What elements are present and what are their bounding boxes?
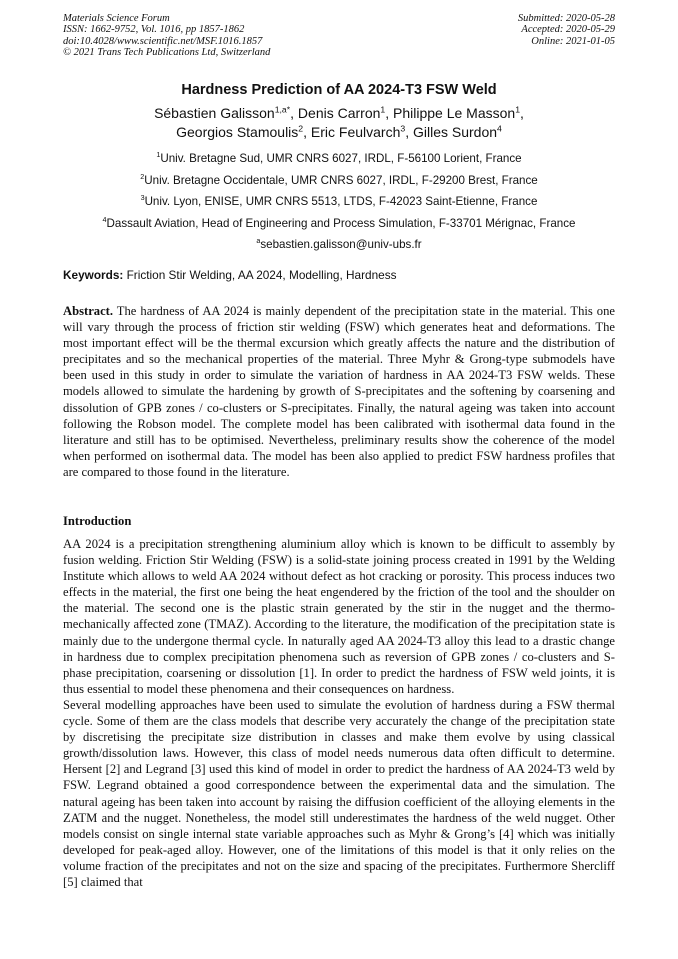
- author-affiliation-mark: 3: [400, 123, 406, 134]
- affiliation-text: Univ. Bretagne Sud, UMR CNRS 6027, IRDL, F-56100 Lorient, France: [160, 152, 522, 165]
- section-heading-introduction: Introduction: [63, 514, 132, 528]
- journal-name: Materials Science Forum: [63, 13, 170, 24]
- author-line-1: Sébastien Galisson$^{1,a*}$, Denis Carron$^1$, Philippe Le Masson$^1$,: [154, 104, 524, 121]
- affiliation-mark: 2: [140, 171, 145, 181]
- affiliation-mark: 3: [140, 193, 145, 203]
- submission-dates: [518, 13, 615, 47]
- corresponding-email[interactable]: [0, 234, 678, 256]
- doi-line[interactable]: doi:10.4028/www.scientific.net/MSF.1016.1857: [63, 35, 263, 47]
- affiliation-mark: 4: [102, 214, 107, 224]
- online-date: Online: 2021-01-05: [531, 35, 615, 47]
- author-affiliation-mark: 2: [298, 123, 304, 134]
- paragraph: AA 2024 is a precipitation strengthening aluminium alloy which is known to be difficult to assembly by fusion welding. Friction Stir Welding (FSW) is a solid-state joining process created in 1991 by the Welding Institute which allows to weld AA 2024 without defect as hot cracking or porosity. This process induces two effects in the material, the first one being the heat engendered by the friction of the tool and the shoulder on the material. The second one is the plastic strain generated by the stir in the nugget and the thermo-mechanically affected zone (TMAZ). According to the literature, the modification of the precipitation state is mainly due to the undergone thermal cycle. In naturally aged AA 2024-T3 alloy this lead to a drastic change in hardness due to complex precipitation phenomena such as reversion of GPB zones / co-clusters and S-phase precipitation, coarsening or dissolution [1]. In order to predict the hardness of FSW weld joints, it is thus essential to model these phenomena and their consequences on hardness.: [63, 537, 615, 696]
- issn-line: ISSN: 1662-9752, Vol. 1016, pp 1857-1862: [63, 24, 245, 36]
- introduction-body: [63, 536, 615, 890]
- affiliation-2: [0, 170, 678, 192]
- submitted-date: Submitted: 2020-05-28: [517, 13, 615, 24]
- affiliation-text: Dassault Aviation, Head of Engineering and Process Simulation, F-33701 Mérignac, France: [106, 216, 576, 230]
- abstract-label: Abstract.: [63, 304, 114, 318]
- email-text[interactable]: sebastien.galisson@univ-ubs.fr: [260, 238, 422, 251]
- author-name: Denis Carron: [297, 105, 381, 121]
- affiliation-text: Univ. Bretagne Occidentale, UMR CNRS 6027, IRDL, F-29200 Brest, France: [144, 173, 538, 187]
- keywords-text: Friction Stir Welding, AA 2024, Modelling, Hardness: [123, 268, 397, 282]
- abstract: [63, 303, 615, 480]
- author-name: Georgios Stamoulis: [176, 124, 299, 140]
- author-name: Sébastien Galisson: [154, 105, 275, 121]
- abstract-text: The hardness of AA 2024 is mainly dependent of the precipitation state in the material. This one will vary through the process of friction stir welding (FSW) which generates heat and deformations. The most important effect will be the thermal excursion which greatly affects the nature and the distribution of precipitates and so the mechanical properties of the material. Three Myhr & Grong-type submodels have been used in this study in order to simulate the variation of hardness in AA 2024-T3 FSW welds. These models allowed to simulate the hardening by growth of S-precipitates and the softening by coarsening and dissolution of GPB zones / co-clusters or S-precipitates. Finally, the natural ageing was taken into account following the Robson model. The complete model has been calibrated with isothermal data found in the literature and still has to be optimised. Nevertheless, preliminary results show the coherence of the model when performed on isothermal data. The model has been also applied to predict FSW hardness profiles that are compared to those found in the literature.: [63, 304, 615, 479]
- author-line-2: Georgios Stamoulis$^2$, Eric Feulvarch$^3$, Gilles Surdon$^4$: [176, 123, 502, 140]
- affiliation-4: [0, 213, 678, 235]
- keywords-label: Keywords:: [63, 268, 124, 282]
- author-affiliation-mark: 4: [497, 123, 502, 134]
- affiliation-text: Univ. Lyon, ENISE, UMR CNRS 5513, LTDS, F-42023 Saint-Etienne, France: [144, 195, 538, 208]
- author-name: Eric Feulvarch: [310, 124, 401, 140]
- accepted-date: Accepted: 2020-05-29: [521, 24, 615, 36]
- email-mark: a: [256, 236, 261, 246]
- affiliations: [0, 148, 678, 256]
- affiliation-3: [0, 191, 678, 213]
- author-affiliation-mark: 1: [380, 104, 386, 115]
- copyright-line: © 2021 Trans Tech Publications Ltd, Switzerland: [63, 46, 271, 58]
- keywords: [63, 268, 615, 282]
- affiliation-1: [0, 148, 678, 170]
- author-list: [0, 104, 678, 142]
- journal-info: [63, 13, 270, 58]
- author-name: Philippe Le Masson: [393, 105, 516, 121]
- author-affiliation-mark: 1: [515, 104, 521, 115]
- paper-title: Hardness Prediction of AA 2024-T3 FSW Weld: [181, 82, 497, 98]
- affiliation-mark: 1: [156, 150, 161, 160]
- paragraph: Several modelling approaches have been used to simulate the evolution of hardness during a FSW thermal cycle. Some of them are the class models that describe very accurately the change of the precipitation state by discretising the precipitate size distribution in classes and make them evolve by using classical growth/dissolution laws. However, this class of model needs numerous data often difficult to determine. Hersent [2] and Legrand [3] used this kind of model in order to predict the hardness of AA 2024-T3 weld by FSW. Legrand obtained a good correspondence between the experimental data and the simulation. The natural ageing has been taken into account by raising the diffusion coefficient of the alloying elements in the ZATM and the nugget. Nonetheless, the model still underestimates the hardness of the weld nugget. Other models consist on single internal state variable approaches such as Myhr & Grong’s [4] which was initially developed for peak-aged alloy. However, one of the limitations of this model is that it only relies on the volume fraction of the precipitates and not on the size and spacing of the precipitates. Furthermore Shercliff [5] claimed that: [63, 697, 615, 889]
- author-affiliation-mark: 1,a*: [274, 104, 291, 115]
- author-name: Gilles Surdon: [412, 124, 498, 140]
